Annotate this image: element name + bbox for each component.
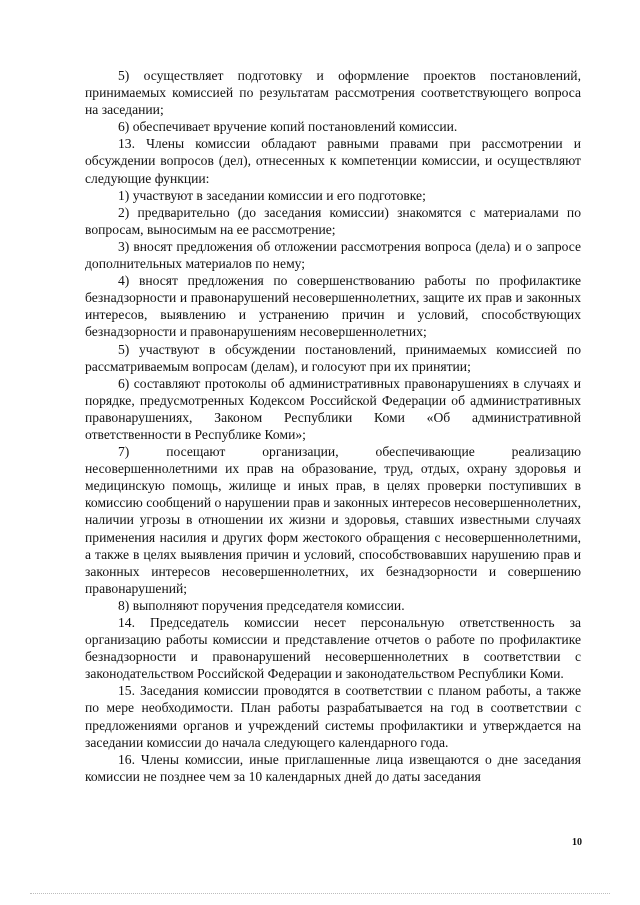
paragraph-13-2: 2) предварительно (до заседания комиссии) знакомятся с материалами по вопросам, выносимым на ее рассмотрение;: [85, 204, 581, 237]
paragraph-13-member-rights: 13. Члены комиссии обладают равными правами при рассмотрении и обсуждении вопросов (дел), отнесенных к компетенции комиссии, и осуществляют следующие функции:: [85, 136, 581, 186]
paragraph-5-prepare-drafts: 5) осуществляет подготовку и оформление проектов постановлений, принимаемых комиссией по результатам рассмотрения соответствующего вопроса на заседании;: [85, 68, 581, 118]
paragraph-13-3: 3) вносят предложения об отложении рассмотрения вопроса (дела) и о запросе дополнительных материалов по нему;: [85, 238, 581, 272]
paragraph-13-5: 5) участвуют в обсуждении постановлений, принимаемых комиссией по рассматриваемым вопросам (делам), и голосуют при их принятии;: [85, 341, 581, 374]
paragraph-14-chair-responsibility: 14. Председатель комиссии несет персональную ответственность за организацию работы комиссии и представление отчетов о работе по профилактике безнадзорности и правонарушений несовершеннолетних в соответствии с законодательством Российской Федерации и законодательством Республики Коми.: [85, 615, 581, 682]
paragraph-13-8: 8) выполняют поручения председателя комиссии.: [118, 597, 405, 613]
paragraph-6-deliver-copies: 6) обеспечивает вручение копий постановлений комиссии.: [118, 119, 458, 135]
paragraph-13-1: 1) участвуют в заседании комиссии и его подготовке;: [118, 187, 426, 203]
page-number: 10: [572, 837, 582, 848]
paragraph-13-7: 7) посещают организации, обеспечивающие реализацию несовершеннолетними их прав на образование, труд, отдых, охрану здоровья и медицинскую помощь, жилище и иных прав, в целях проверки поступивших в комиссию сообщений о нарушении прав и законных интересов несовершеннолетних, наличии угрозы в отношении их жизни и здоровья, ставших известными случаях применения насилия и других форм жестокого обращения с несовершеннолетними, а также в целях выявления причин и условий, способствовавших нарушению прав и законных интересов несовершеннолетних, их безнадзорности и совершению правонарушений;: [85, 444, 581, 596]
document-body: [85, 67, 581, 785]
paragraph-15-meetings: 15. Заседания комиссии проводятся в соответствии с планом работы, а также по мере необходимости. План работы разрабатывается на год в соответствии с предложениями органов и учреждений системы профилактики и утверждается на заседании комиссии до начала следующего календарного года.: [85, 683, 581, 750]
paragraph-16-notification: 16. Члены комиссии, иные приглашенные лица извещаются о дне заседания комиссии не позднее чем за 10 календарных дней до даты заседания: [85, 751, 581, 784]
paragraph-13-6: 6) составляют протоколы об административных правонарушениях в случаях и порядке, предусмотренных Кодексом Российской Федерации об административных правонарушениях, Законом Республики Коми «Об административной ответственности в Республике Коми»;: [85, 375, 581, 442]
page-bottom-edge: [30, 893, 610, 894]
paragraph-13-4: 4) вносят предложения по совершенствованию работы по профилактике безнадзорности и правонарушений несовершеннолетних, защите их прав и законных интересов, выявлению и устранению причин и условий, способствующих безнадзорности и правонарушениям несовершеннолетних;: [85, 273, 581, 340]
